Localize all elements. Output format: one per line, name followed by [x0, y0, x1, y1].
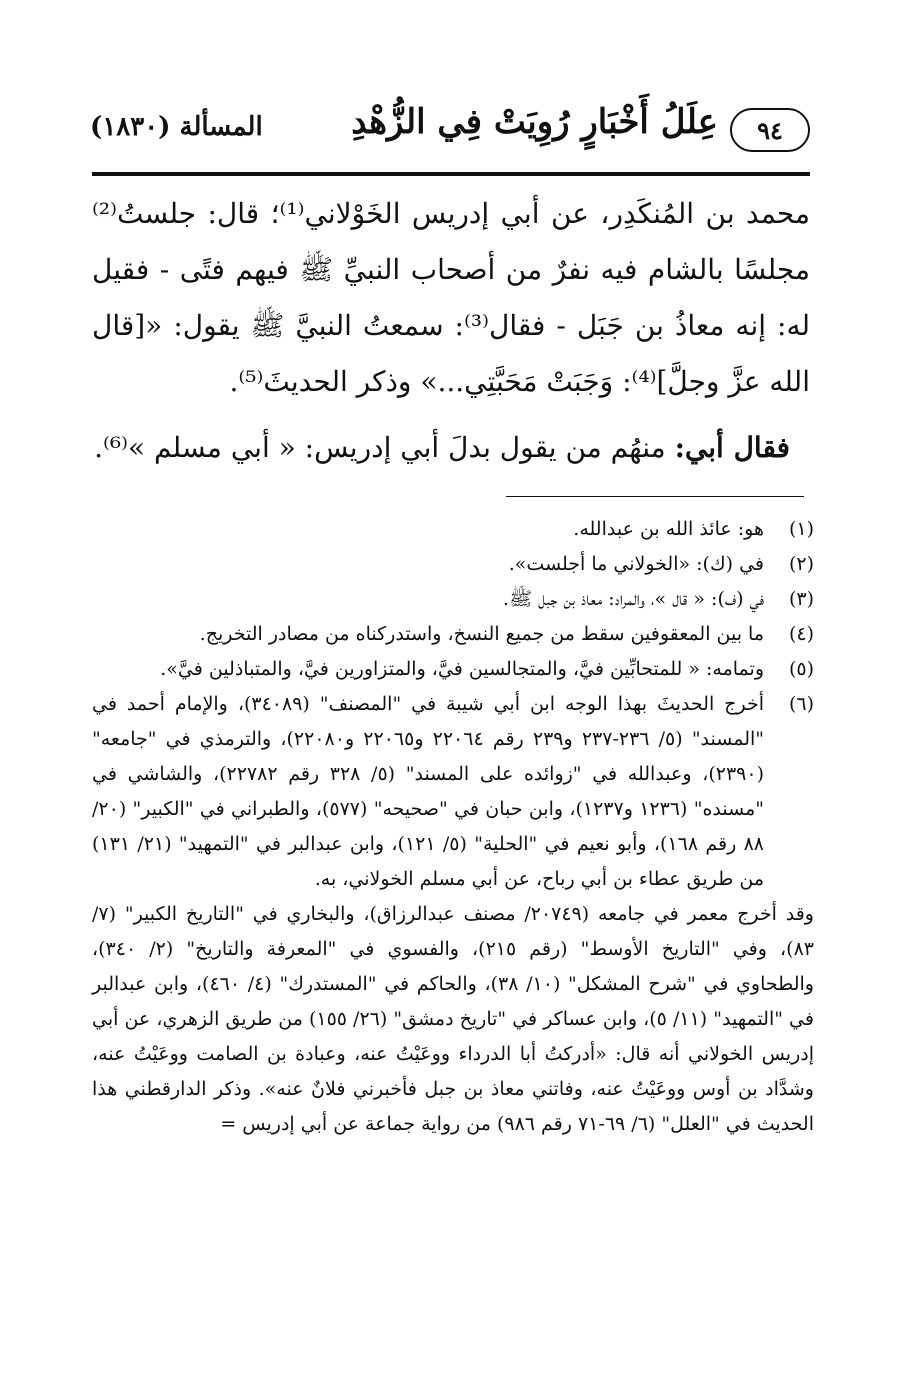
footnote — [92, 512, 814, 547]
issue-number: المسألة (١٨٣٠) — [90, 112, 263, 142]
footnote — [92, 582, 814, 617]
footnote-continuation: وقد أخرج معمر في جامعه (٢٠٧٤٩/ مصنف عبدالرزاق)، والبخاري في "التاريخ الكبير" (٧/ ٨٣)، وفي "التاريخ الأوسط" (رقم ٢١٥)، والفسوي في "المعرفة والتاريخ" (٢/ ٣٤٠)، والطحاوي في "شرح المشكل" (١٠/ ٣٨)، والحاكم في "المستدرك" (٤/ ٤٦٠)، وابن عبدالبر في "التمهيد" (١١/ ٥)، وابن عساكر في "تاريخ دمشق" (٢٦/ ١٥٥) من طريق الزهري، عن أبي إدريس الخولاني أنه قال: «أدركتُ أبا الدرداء ووعَيْتُ عنه، وعبادة بن الصامت ووعَيْتُ عنه، وشدَّاد بن أوس ووعَيْتُ عنه، وفاتني معاذ بن جبل فأخبرني فلانٌ عنه». وذكر الدارقطني هذا الحديث في "العلل" (٦/ ٦٩-٧١ رقم ٩٨٦) من رواية جماعة عن أبي إدريس = — [92, 903, 814, 1135]
main-text — [92, 186, 810, 476]
page-header — [90, 100, 810, 164]
paragraph-1: محمد بن المُنكَدِر، عن أبي إدريس الخَوْلاني⁽¹⁾؛ قال: جلستُ⁽²⁾ مجلسًا بالشام فيه نفرٌ من أصحاب النبيِّ ﷺ فيهم فتًى - فقيل له: إنه معاذُ بن جَبَل - فقال⁽³⁾: سمعتُ النبيَّ ﷺ يقول: «[قال الله عزَّ وجلَّ]⁽⁴⁾: وَجَبَتْ مَحَبَّتِي...» وذكر الحديثَ⁽⁵⁾. — [92, 197, 811, 398]
footnotes — [92, 512, 814, 1142]
footnote-number: (٤) — [788, 623, 814, 645]
page-number-text: ٩٤ — [757, 115, 783, 145]
footnote-text: أخرج الحديثَ بهذا الوجه ابن أبي شيبة في "المصنف" (٣٤٠٨٩)، والإمام أحمد في "المسند" (٥/ ٢٣٦-٢٣٧ و٢٣٩ رقم ٢٢٠٦٤ و٢٢٠٦٥ و٢٢٠٨٠)، والترمذي في "جامعه" (٢٣٩٠)، وعبدالله في "زوائده على المسند" (٥/ ٣٢٨ رقم ٢٢٧٨٢)، والشاشي في "مسنده" (١٢٣٦ و١٢٣٧)، وابن حبان في "صحيحه" (٥٧٧)، والطبراني في "الكبير" (٢٠/ ٨٨ رقم ١٦٨)، وأبو نعيم في "الحلية" (٥/ ١٢١)، وابن عبدالبر في "التمهيد" (٢١/ ١٣١) من طريق عطاء بن أبي رباح، عن أبي مسلم الخولاني، به. — [92, 693, 765, 890]
footnote — [92, 547, 814, 582]
header-rule — [92, 172, 810, 176]
footnote-number: (١) — [788, 518, 814, 540]
paragraph-2 — [92, 420, 810, 476]
book-title: عِلَلُ أَخْبَارٍ رُوِيَتْ فِي الزُّهْدِ — [351, 102, 718, 142]
footnote — [92, 617, 814, 652]
paragraph-2-lead: فقال أبي: — [674, 431, 790, 464]
footnote-number: (٥) — [788, 658, 814, 680]
footnote-text: في (ف): « قال »، والمراد: معاذ بن جبل ﷺ. — [503, 588, 764, 610]
footnote-number: (٢) — [788, 553, 814, 575]
footnote-text: ما بين المعقوفين سقط من جميع النسخ، واستدركناه من مصادر التخريج. — [199, 623, 764, 645]
footnote-number: (٣) — [788, 588, 814, 610]
page-number — [730, 108, 810, 152]
footnote-separator — [506, 496, 804, 497]
footnote-text: في (ك): «الخولاني ما أجلست». — [508, 553, 764, 575]
paragraph-2-text: منهُم من يقول بدلَ أبي إدريس: « أبي مسلم »⁽⁶⁾. — [94, 431, 666, 464]
footnote — [92, 687, 814, 897]
footnote — [92, 652, 814, 687]
footnote-text: هو: عائذ الله بن عبدالله. — [573, 518, 764, 540]
footnote-text: وتمامه: « للمتحابِّين فيَّ، والمتجالسين فيَّ، والمتزاورين فيَّ، والمتباذلين فيَّ». — [160, 658, 764, 680]
footnote-number: (٦) — [788, 693, 814, 715]
